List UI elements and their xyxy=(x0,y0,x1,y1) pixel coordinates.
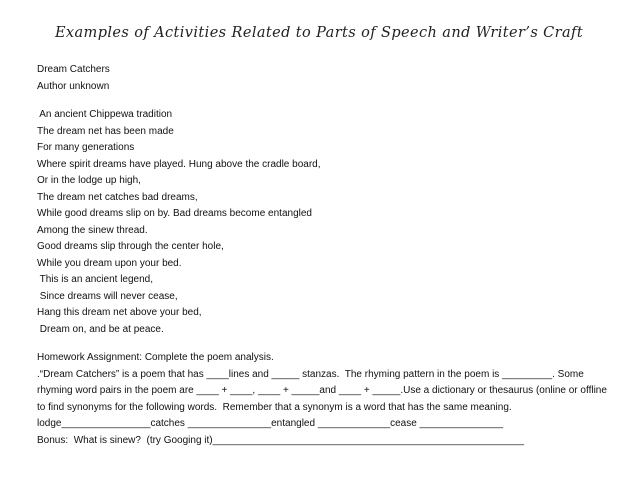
poem-line: The dream net catches bad dreams, xyxy=(37,191,198,203)
homework-line: Bonus: What is sinew? (try Googing it)________________________________________________________ xyxy=(37,434,525,446)
poem-line: Among the sinew thread. xyxy=(37,224,148,236)
poem-title: Dream Catchers xyxy=(37,64,110,75)
poem-line: For many generations xyxy=(37,142,135,153)
poem-line: While good dreams slip on by. Bad dreams become entangled xyxy=(37,208,312,219)
homework-line: rhyming word pairs in the poem are ____ + ____, ____ + _____and ____ + _____.Use a dictionary or thesaurus (online or offline xyxy=(37,385,607,396)
homework-line: lodge________________catches _______________entangled _____________cease _______________ xyxy=(37,418,504,429)
blank-line xyxy=(37,95,627,107)
page-title: Examples of Activities Related to Parts of Speech and Writer’s Craft xyxy=(54,25,584,41)
poem-line: Where spirit dreams have played. Hung above the cradle board, xyxy=(37,158,321,170)
poem-line: Since dreams will never cease, xyxy=(37,290,178,302)
poem-line: Dream on, and be at peace. xyxy=(37,323,164,335)
poem-line: The dream net has been made xyxy=(37,125,174,137)
poem-author: Author unknown xyxy=(37,80,110,92)
poem-line: While you dream upon your bed. xyxy=(37,257,182,269)
poem-line: Good dreams slip through the center hole, xyxy=(37,241,224,252)
document-body xyxy=(37,62,627,449)
poem-line: Hang this dream net above your bed, xyxy=(37,307,202,318)
homework-line: to find synonyms for the following words. Remember that a synonym is a word that has the same meaning. xyxy=(37,401,512,413)
poem-line: This is an ancient legend, xyxy=(37,274,154,285)
poem-line: An ancient Chippewa tradition xyxy=(37,109,173,120)
homework-line: Homework Assignment: Complete the poem analysis. xyxy=(37,352,274,363)
blank-line xyxy=(37,338,627,350)
poem-line: Or in the lodge up high, xyxy=(37,175,141,186)
homework-line: .“Dream Catchers” is a poem that has ____lines and _____ stanzas. The rhyming pattern in the poem is _________. Some xyxy=(37,368,584,380)
